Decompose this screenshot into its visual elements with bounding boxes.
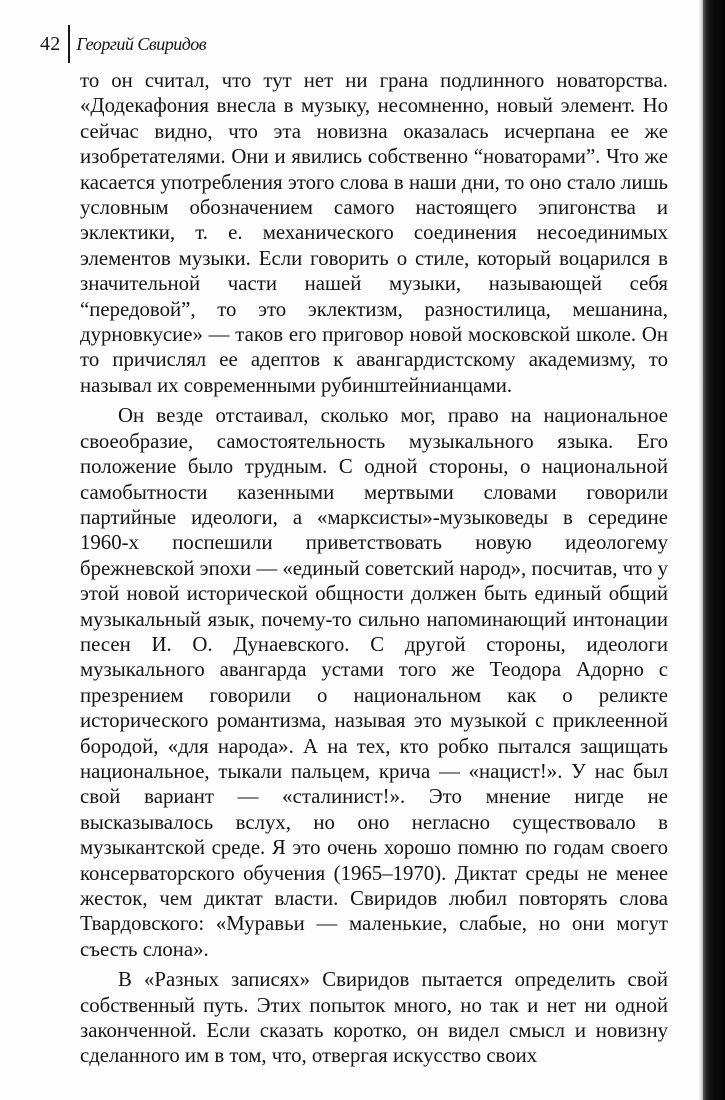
running-head-author: Георгий Свиридов: [76, 34, 207, 54]
page-number: 42: [40, 33, 61, 55]
paragraph: В «Разных записях» Свиридов пытается определить свой собственный путь. Этих попыток много, но так и нет ни одной законченной. Если сказать коротко, он видел смысл и новизну сделанного им в том, что, отвергая искусство своих: [80, 968, 668, 1068]
paragraph: то он считал, что тут нет ни грана подлинного новаторства. «Додекафония внесла в музыку, несомненно, новый элемент. Но сейчас видно, что эта новизна оказалась исчерпана ее же изобретателями. Они и явились собственно “новаторами”. Что же касается употребления этого слова в наши дни, то оно стало лишь условным обозначением самого настоящего эпигонства и эклектики, т. е. механического соединения несоединимых элементов музыки. Если говорить о стиле, который воцарился в значительной части нашей музыки, называющей себя “передовой”, то это эклектизм, разностилица, мешанина, дурновкусие» — таков его приговор новой московской школе. Он то причислял ее адептов к авангардистскому академизму, то называл их современными рубинштейнианцами.: [80, 69, 668, 397]
body-text: [80, 68, 668, 1069]
book-spine-edge: [703, 0, 725, 1100]
running-head: [40, 25, 206, 63]
header-divider: [68, 25, 70, 63]
paragraph: Он везде отстаивал, сколько мог, право на национальное своеобразие, самостоятельность музыкального языка. Его положение было трудным. С одной стороны, о национальной самобытности казенными мертвыми словами говорили партийные идеологи, а «марксисты»-музыковеды в середине 1960-х поспешили приветствовать новую идеологему брежневской эпохи — «единый советский народ», посчитав, что у этой новой исторической общности должен быть единый общий музыкальный язык, почему-то сильно напоминающий интонации песен И. О. Дунаевского. С другой стороны, идеологи музыкального авангарда устами того же Теодора Адорно с презрением говорили о национальном как о реликте исторического романтизма, называя это музыкой с приклеенной бородой, «для народа». А на тех, кто робко пытался защищать национальное, тыкали пальцем, крича — «нацист!». У нас был свой вариант — «сталинист!». Это мнение нигде не высказывалось вслух, но оно негласно существовало в музыкантской среде. Я это очень хорошо помню по годам своего консерваторского обучения (1965–1970). Диктат среды не менее жесток, чем диктат власти. Свиридов любил повторять слова Твардовского: «Муравьи — маленькие, слабые, но они могут съесть слона».: [80, 404, 668, 961]
